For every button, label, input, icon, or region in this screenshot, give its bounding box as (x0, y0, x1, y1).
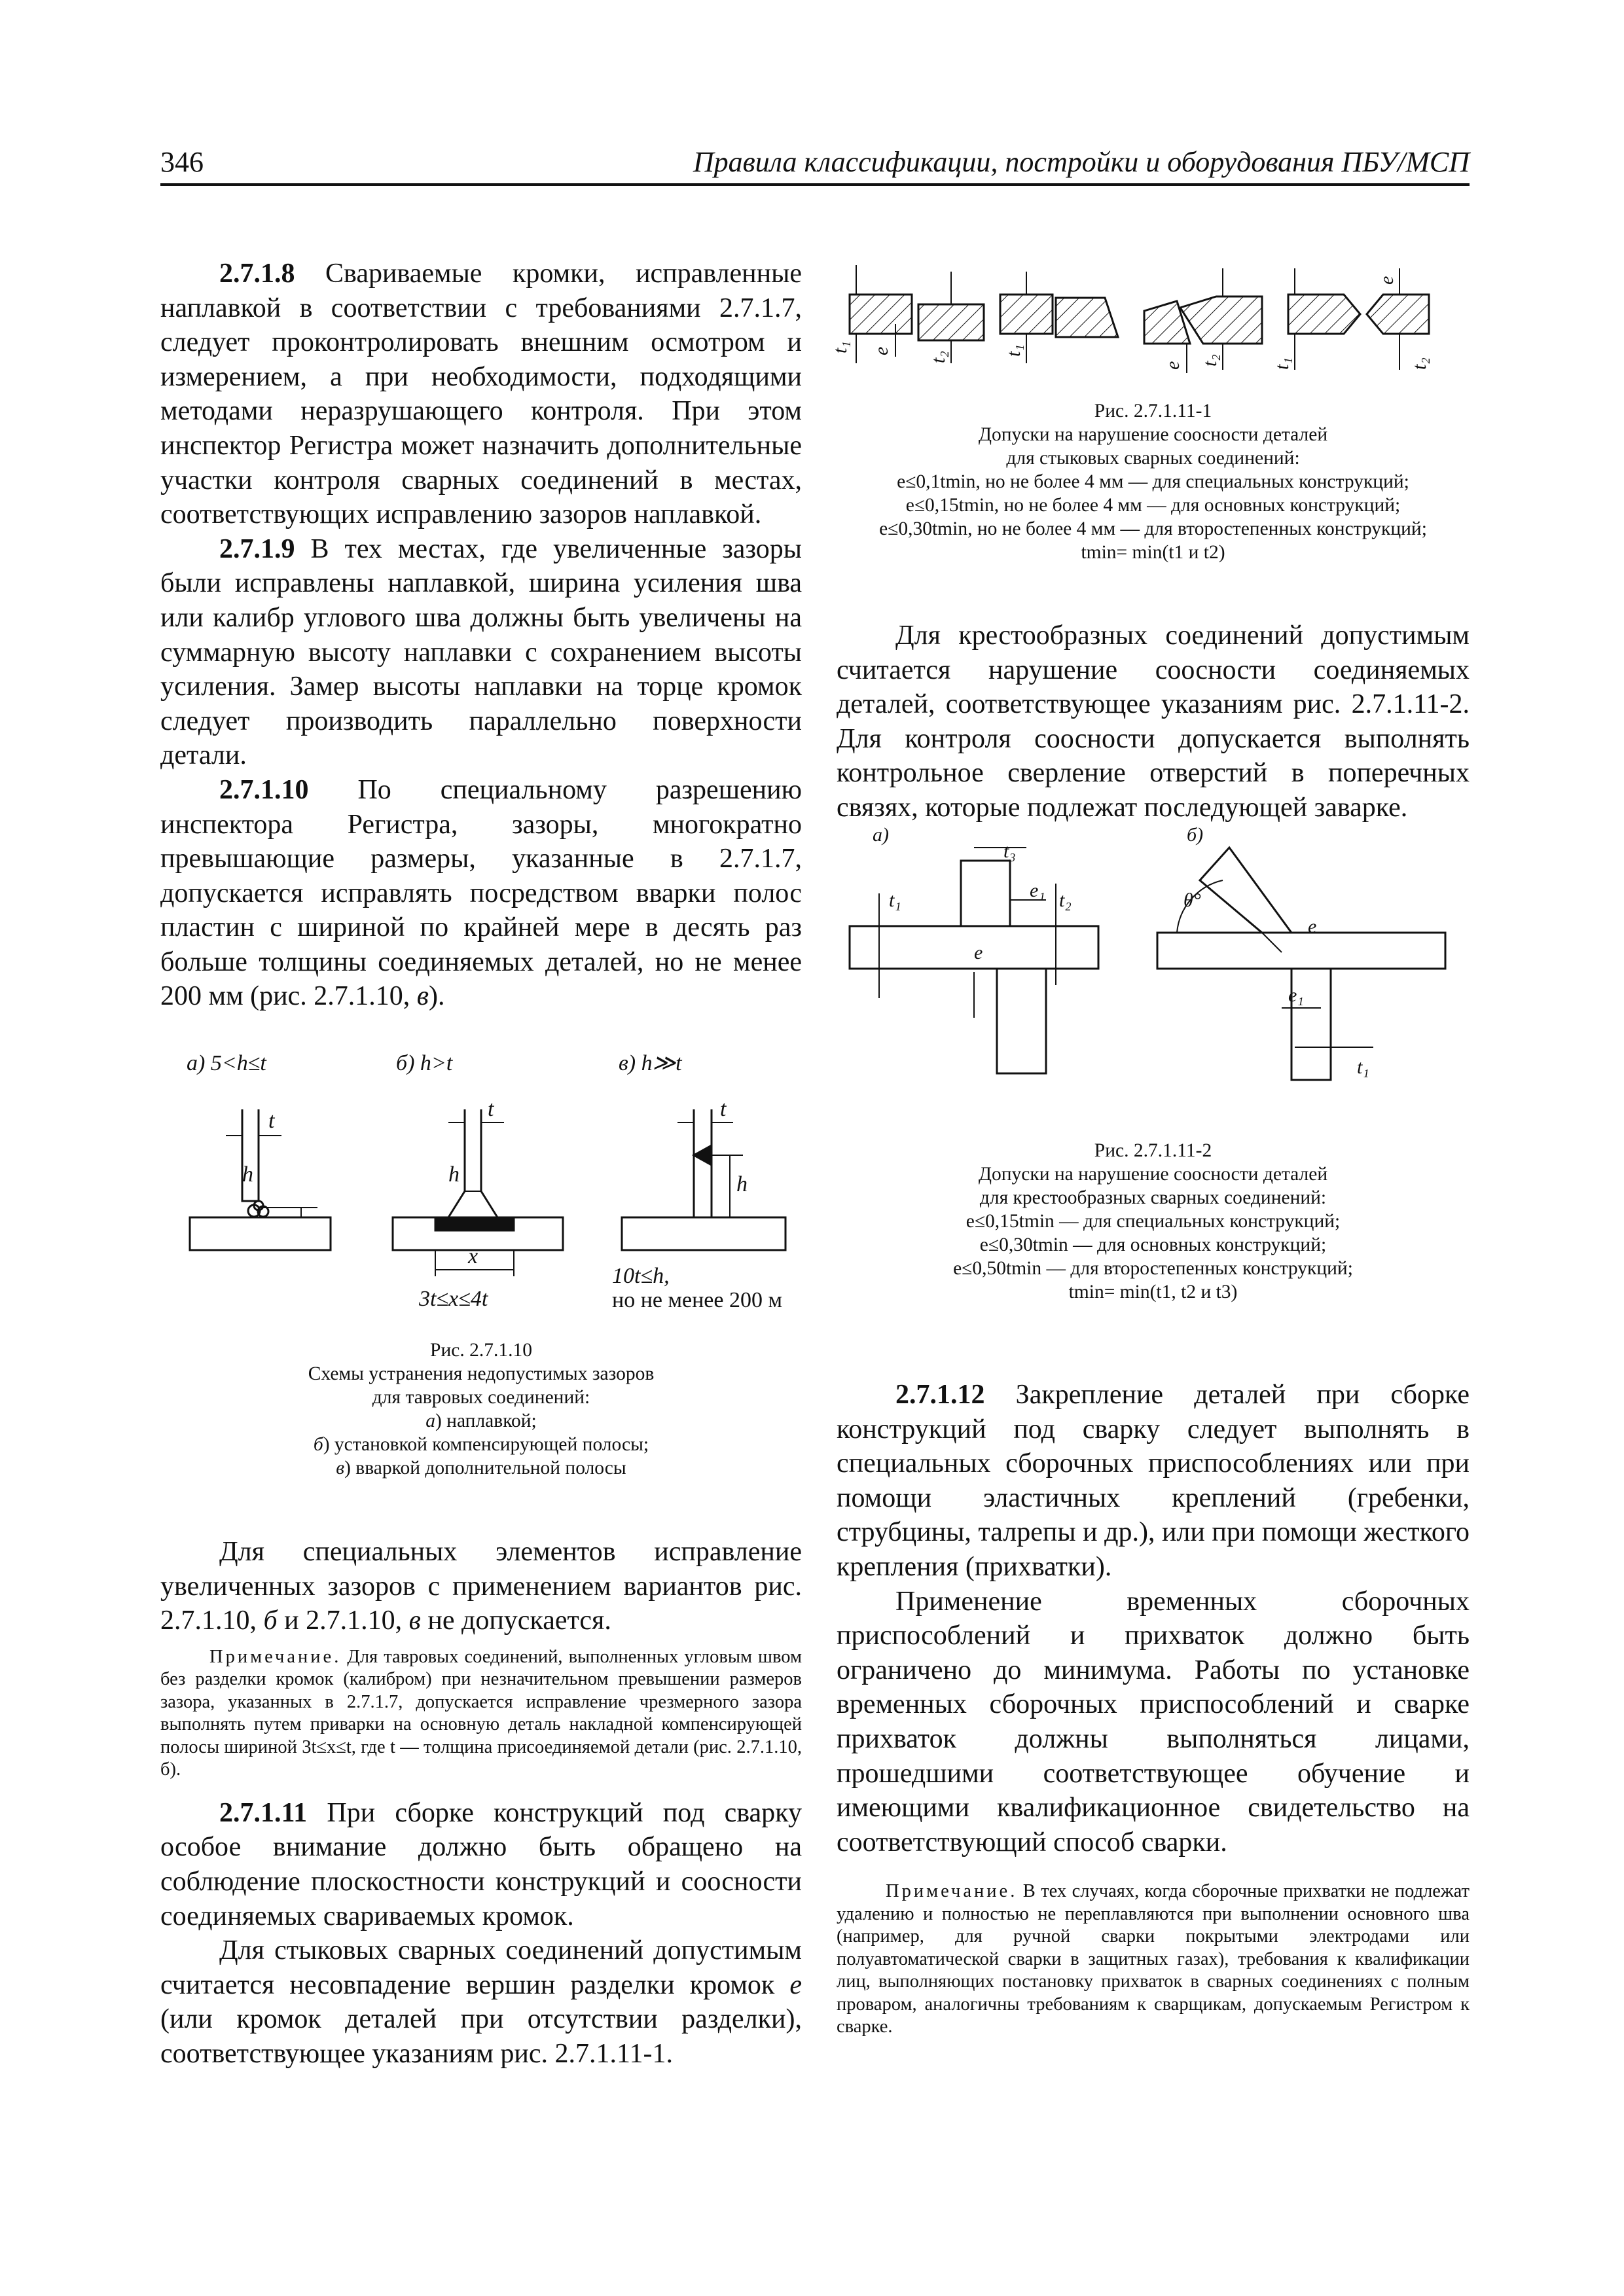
fig112-label-b: б) (1187, 824, 1204, 846)
svg-text:t₂: t₂ (1059, 889, 1072, 911)
caption10-title: Рис. 2.7.1.10 (430, 1340, 532, 1361)
svg-text:t₃: t₃ (1003, 840, 1016, 862)
svg-text:e₁: e₁ (1288, 984, 1304, 1006)
figure-2-7-1-10 (160, 1050, 802, 1325)
fig10-b-range: 3t≤x≤4t (419, 1287, 488, 1311)
fig10-c-cond2: но не менее 200 м (612, 1288, 782, 1312)
fig10-c-h: h (736, 1172, 748, 1196)
fig10-label-c: в) h≫t (619, 1051, 682, 1075)
caption-2-7-1-11-2: Рис. 2.7.1.11-2 Допуски на нарушение соосности деталей для крестообразных сварных соединений: e≤0,15tmin — для специальных конструкций; e≤0,30tmin — для основных конструкций; e≤0,50tmin — для второстепенных конструкций; tmin= min(t1, t2 и t3) (953, 1140, 1353, 1302)
figure-2-7-1-11-2 (837, 821, 1470, 1090)
fig111-p4-left (1288, 295, 1360, 334)
svg-text:e: e (1162, 361, 1183, 370)
fig10-a-t: t (268, 1109, 275, 1133)
fig10-b-x: x (468, 1244, 478, 1268)
fig111-p2-left (1000, 295, 1053, 334)
paragraph-2-7-1-9: 2.7.1.9 В тех местах, где увеличенные зазоры были исправлены наплавкой, ширина усиления шва или калибр углового шва должны быть увеличены на суммарную высоту наплавки с сохранением высоты усиления. Замер высоты наплавки на торце кромок следует производить параллельно поверхности детали. (160, 533, 802, 771)
fig10-c-cond1: 10t≤h, (612, 1264, 670, 1288)
svg-text:e: e (1308, 916, 1317, 937)
svg-text:t₂: t₂ (1409, 357, 1430, 370)
figure-2-7-1-11-1 (829, 259, 1470, 389)
right-column-bottom (837, 1378, 1470, 2039)
fig10-a-web (242, 1109, 259, 1201)
left-column-top (160, 257, 802, 1014)
caption-2-7-1-11-1: Рис. 2.7.1.11-1 Допуски на нарушение соосности деталей для стыковых сварных соединений: e≤0,1tmin, но не более 4 мм — для специальных конструкций; e≤0,15tmin, но не более 4 мм — для основных конструкций; e≤0,30tmin, но не более 4 мм — для второстепенных конструкций; tmin= min(t1 и t2) (879, 401, 1427, 563)
page-number: 346 (160, 146, 204, 178)
fig10-b-t: t (488, 1097, 494, 1121)
fig10-a-base-plate (190, 1217, 331, 1250)
fig10-c-base-plate (622, 1217, 785, 1250)
fig112-label-a: а) (873, 824, 889, 846)
paragraph-2-7-1-11: 2.7.1.11 При сборке конструкций под сварку особое внимание должно быть обращено на соблюдение плоскостности конструкций и соосности соединяемых свариваемых кромок. (160, 1797, 802, 1931)
fig111-p1-right (918, 304, 984, 340)
paragraph-2-7-1-10: 2.7.1.10 По специальному разрешению инспектора Регистра, зазоры, многократно превышающие размеры, указанные в 2.7.1.7, допускается исправлять посредством вварки полос пластин с шириной по крайней мере в десять раз больше толщины соединяемых деталей, но не менее 200 мм (рис. 2.7.1.10, в). (160, 774, 802, 1012)
note-tack-welds: Примечание. В тех случаях, когда сборочные прихватки не подлежат удалению и полностью не переплавляются при выполнении основного шва (например, для ручной сварки покрытыми электродами или полуавтоматической сварки в защитных газах), требования к квалификации лиц, выполняющих постановку прихваток в сварных соединениях с полным проваром, аналогичны требованиям к сварщикам, допускаемым Регистром к сварке. (837, 1881, 1470, 2037)
fig10-label-a: а) 5<h≤t (187, 1051, 266, 1075)
left-column-bottom (160, 1535, 802, 2072)
right-column-top (837, 619, 1470, 825)
svg-text:e: e (1376, 276, 1398, 285)
fig112-b-horizontal-plate (1157, 933, 1445, 969)
fig112-b-inclined-member (1200, 848, 1291, 933)
fig10-c-t: t (720, 1097, 727, 1121)
fig10-label-b: б) h>t (396, 1051, 453, 1075)
svg-text:t₂: t₂ (928, 351, 949, 363)
paragraph-2-7-1-8: 2.7.1.8 Свариваемые кромки, исправленные наплавкой в соответствии с требованиями 2.7.1.7, следует проконтролировать внешним осмотром и измерением, а при необходимости, подходящими методами неразрушающего контроля. При этом инспектор Регистра может назначить дополнительные участки контроля сварных соединений в местах, соответствующих исправлению зазоров наплавкой. (160, 259, 802, 530)
fig10-a-h: h (242, 1162, 253, 1187)
svg-text:t₁: t₁ (1357, 1056, 1369, 1078)
fig10-b-h: h (448, 1162, 460, 1187)
fig10-b-compensating-strip (435, 1217, 514, 1230)
fig111-p2-right (1056, 298, 1118, 337)
note-tee-joints: Примечание. Для тавровых соединений, выполненных угловым швом без разделки кромок (калибром) при незначительном превышении размеров зазора, указанных в 2.7.1.7, допускается исправление чрезмерного зазора выполнять путем приварки на основную деталь накладной компенсирующей полосы шириной 3t≤x≤t, где t — толщина присоединяемой детали (рис. 2.7.1.10, б). (160, 1646, 802, 1780)
paragraph-cruciform: Для крестообразных соединений допустимым считается нарушение соосности соединяемых деталей, соответствующее указаниям рис. 2.7.1.11-2. Для контроля соосности допускается выполнять контрольное сверление отверстий в поперечных связях, которые подлежат последующей заварке. (837, 620, 1470, 823)
svg-text:t₁: t₁ (1003, 344, 1024, 357)
page-header (160, 145, 1470, 183)
paragraph-2-7-1-12: 2.7.1.12 Закрепление деталей при сборке конструкций под сварку следует выполнять в специальных сборочных приспособлениях или при помощи эластичных креплений (гребенки, струбцины, талрепы и др.), или при помощи жесткого крепления (прихватки). (837, 1380, 1470, 1582)
fig112-a-upper-member (961, 861, 1010, 926)
fig111-p1-left (850, 295, 912, 334)
svg-text:e: e (871, 346, 892, 355)
paragraph-butt-joints: Для стыковых сварных соединений допустимым считается несовпадение вершин разделки кромок е (или кромок деталей при отсутствии разделки), соответствующее указаниям рис. 2.7.1.11-1. (160, 1935, 802, 2069)
svg-text:t₁: t₁ (1271, 357, 1293, 370)
running-title: Правила классификации, постройки и оборудования ПБУ/МСП (693, 146, 1470, 178)
svg-text:θ°: θ° (1183, 889, 1201, 911)
fig111-p3-right (1180, 296, 1262, 344)
svg-text:e₁: e₁ (1030, 880, 1045, 901)
header-rule (160, 183, 1470, 186)
svg-text:t₁: t₁ (829, 341, 851, 353)
svg-text:t₂: t₂ (1199, 354, 1221, 367)
paragraph-special-elements: Для специальных элементов исправление увеличенных зазоров с применением вариантов рис. 2.7.1.10, б и 2.7.1.10, в не допускается. (160, 1537, 802, 1636)
fig111-p4-right (1367, 295, 1429, 334)
svg-text:e: e (974, 942, 983, 963)
caption-2-7-1-10: Рис. 2.7.1.10 Схемы устранения недопустимых зазоров для тавровых соединений: а) наплавкой; б) установкой компенсирующей полосы; в) вваркой дополнительной полосы (160, 1338, 802, 1480)
svg-text:t₁: t₁ (889, 889, 901, 911)
fig112-a-lower-member (997, 969, 1046, 1073)
paragraph-temporary-fixtures: Применение временных сборочных приспособлений и прихваток должно быть ограничено до минимума. Работы по установке временных сборочных приспособлений и сварке прихваток должны выполняться лицами, прошедшими соответствующее обучение и имеющими квалификационное свидетельство на соответствующий способ сварки. (837, 1586, 1470, 1857)
